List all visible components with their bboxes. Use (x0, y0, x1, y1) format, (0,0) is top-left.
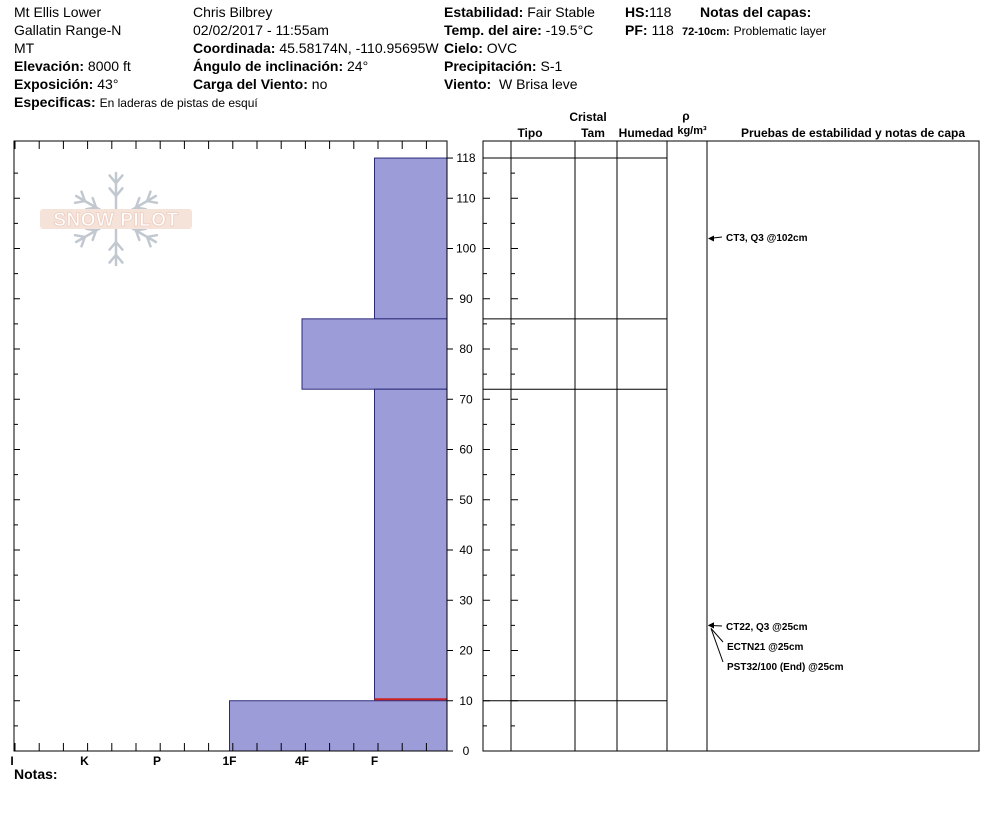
hardness-layer-bar (375, 389, 448, 701)
coordinate-label: Coordinada: (193, 40, 276, 56)
col-type-header: Tipo (517, 126, 543, 140)
stability-test-label: PST32/100 (End) @25cm (727, 662, 844, 673)
state: MT (14, 40, 35, 56)
hardness-label-1f: 1F (222, 754, 237, 768)
elevation-value: 8000 ft (87, 58, 131, 74)
logo-flake-branch (75, 235, 85, 237)
coordinate-value: 45.58174N, -110.95695W (279, 40, 439, 56)
depth-tick-label: 40 (459, 543, 473, 557)
col-tests-header: Pruebas de estabilidad y notas de capa (740, 126, 966, 140)
slope-value: 24° (347, 58, 369, 74)
hardness-label-4f: 4F (294, 754, 310, 768)
col-crystal-header: Cristal (569, 110, 607, 124)
sky-value: OVC (486, 40, 518, 56)
stability-test-label: CT22, Q3 @25cm (726, 622, 808, 633)
stability-test-label: CT3, Q3 @102cm (726, 233, 808, 244)
logo-flake-branch (147, 235, 157, 237)
logo-flake-branch (147, 201, 157, 203)
depth-tick-label: 110 (456, 191, 476, 206)
layer-note-range: 72-10cm: (682, 26, 730, 38)
notes-label: Notas: (14, 766, 58, 782)
depth-tick-label: 100 (455, 241, 477, 256)
wind-load-value: no (311, 76, 328, 92)
hs-label: HS: (625, 4, 650, 20)
col-moisture-header: Humedad (618, 126, 674, 140)
sky-label: Cielo: (444, 40, 483, 56)
hardness-label-i: I (10, 754, 14, 768)
specifics-label: Especificas: (14, 94, 96, 110)
col-rho-header: ρ (682, 109, 690, 123)
mountain-range: Gallatin Range-N (14, 22, 122, 38)
wind-value: W Brisa leve (498, 76, 578, 92)
observer-name: Chris Bilbrey (193, 4, 273, 20)
layer-notes-title: Notas del capas: (700, 4, 812, 20)
air-temp-value: -19.5°C (545, 22, 594, 38)
col-size-header: Tam (581, 126, 605, 140)
precip-value: S-1 (540, 58, 563, 74)
stability-label: Estabilidad: (444, 4, 524, 20)
logo-text: SNOW PILOT (53, 210, 179, 231)
hardness-layer-bar (230, 701, 448, 751)
wind-label: Viento: (444, 76, 492, 92)
stability-value: Fair Stable (527, 4, 595, 20)
depth-tick-label: 50 (459, 492, 473, 507)
depth-tick-label: 90 (459, 291, 473, 306)
test-arrowhead (708, 235, 714, 241)
depth-tick-label: 30 (459, 593, 473, 608)
aspect-label: Exposición: (14, 76, 94, 92)
logo-flake-branch (136, 208, 146, 210)
stability-test-label: ECTN21 @25cm (727, 642, 804, 653)
hardness-label-k: K (80, 754, 89, 768)
pf-value: 118 (651, 22, 674, 38)
test-arrowhead (708, 622, 714, 628)
col-density-unit: kg/m³ (677, 125, 707, 137)
depth-tick-label: 0 (462, 744, 470, 758)
logo-flake-branch (86, 208, 96, 210)
aspect-value: 43° (97, 76, 119, 92)
slope-label: Ángulo de inclinación: (193, 58, 344, 74)
observation-datetime: 02/02/2017 - 11:55am (193, 22, 329, 38)
depth-tick-label: 60 (459, 442, 473, 457)
hs-value: 118 (649, 4, 672, 20)
pf-label: PF: (625, 22, 648, 38)
air-temp-label: Temp. del aire: (444, 22, 542, 38)
test-arrow (711, 628, 723, 662)
specifics-value: En laderas de pistas de esquí (99, 96, 258, 110)
elevation-label: Elevación: (14, 58, 85, 74)
hardness-label-f: F (370, 754, 379, 768)
layer-note-text: Problematic layer (733, 24, 827, 38)
depth-tick-label: 10 (459, 693, 473, 708)
test-arrow (711, 628, 723, 642)
precip-label: Precipitación: (444, 58, 537, 74)
logo-flake-branch (75, 201, 85, 203)
depth-tick-label: 118 (456, 151, 476, 166)
depth-tick-label: 70 (459, 392, 473, 407)
snow-pilot-logo (40, 173, 192, 265)
hardness-label-p: P (152, 754, 162, 768)
wind-load-label: Carga del Viento: (193, 76, 308, 92)
location-name: Mt Ellis Lower (14, 4, 102, 20)
depth-tick-label: 20 (459, 643, 473, 658)
hardness-layer-bar (302, 319, 447, 389)
depth-tick-label: 80 (459, 342, 473, 356)
hardness-layer-bar (375, 158, 448, 319)
